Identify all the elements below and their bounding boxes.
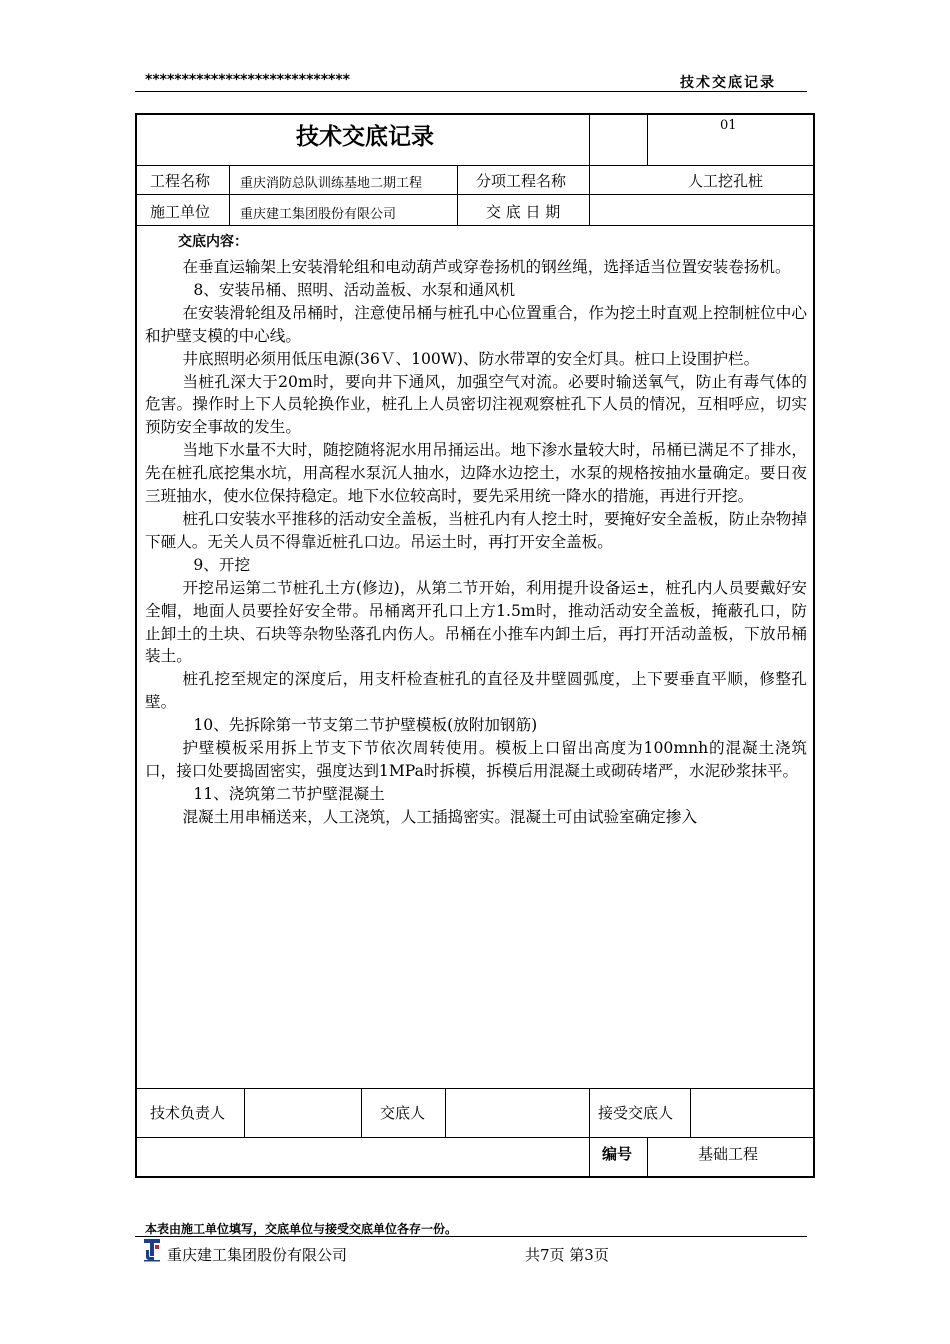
footer-note: 本表由施工单位填写，交底单位与接受交底单位各存一份。 [145, 1222, 458, 1236]
col-divider-info-a [229, 165, 230, 225]
contractor-value: 重庆建工集团股份有限公司 [240, 207, 397, 222]
discloser-label: 交底人 [380, 1104, 426, 1122]
project-name-label: 工程名称 [150, 172, 211, 190]
content-paragraph: 井底照明必须用低压电源(36Ｖ、100W)、防水带罩的安全灯具。桩口上设围护栏。 [182, 349, 760, 368]
section-heading: 11、浇筑第二节护壁混凝土 [193, 784, 385, 803]
content-paragraph: 桩孔挖至规定的深度后，用支杆检查桩孔的直径及井壁圆弧度，上下要垂直平顺，修整孔壁。 [145, 670, 807, 712]
form-title: 技术交底记录 [296, 124, 434, 150]
content-paragraph: 在垂直运输架上安装滑轮组和电动葫芦或穿卷扬机的钢丝绳，选择适当位置安装卷扬机。 [182, 258, 791, 276]
footer-company: 重庆建工集团股份有限公司 [167, 1246, 348, 1264]
header-rule [135, 91, 807, 92]
row-divider-signatures [135, 1137, 815, 1138]
col-divider-sign-d [589, 1088, 590, 1137]
content-paragraph: 当桩孔深大于20m时，要向井下通风，加强空气对流。必要时输送氧气，防止有毒气体的危害。操作时上下人员轮换作业，桩孔上人员密切注视观察桩孔下人员的情况，互相呼应，切实预防安全事故的发生。 [145, 372, 807, 437]
footer-rule [135, 1236, 807, 1237]
col-divider-sign-e [690, 1088, 691, 1137]
header-title: 技术交底记录 [680, 75, 776, 91]
col-divider-bottom-b [647, 1137, 648, 1178]
content-body [145, 256, 807, 829]
content-paragraph: 在安装滑轮组及吊桶时，注意使吊桶与桩孔中心位置重合，作为挖土时直观上控制桩位中心和护壁支模的中心线。 [145, 303, 807, 345]
content-paragraph: 当地下水量不大时，随挖随将泥水用吊捅运出。地下渗水量较大时，吊桶已满足不了排水，先在桩孔底挖集水坑，用高程水泵沉人抽水，边降水边挖土，水泵的规格按抽水量确定。要日夜三班抽水，使水位保持稳定。地下水位较高时，要先采用统一降水的措施，再进行开挖。 [145, 441, 807, 506]
receiver-label: 接受交底人 [598, 1104, 674, 1122]
row-divider-content [135, 1088, 815, 1089]
header-stars: **************************** [145, 72, 350, 88]
row-divider-contractor [135, 225, 815, 226]
company-logo-icon [143, 1238, 161, 1262]
col-divider-title-a [589, 113, 590, 225]
disclosure-date-label: 交 底 日 期 [486, 203, 561, 221]
col-divider-title-b [647, 113, 648, 165]
contractor-label: 施工单位 [150, 203, 211, 221]
content-paragraph: 护壁模板采用拆上节支下节依次周转使用。模板上口留出高度为100mnh的混凝土浇筑口，接口处要捣固密实，强度达到1MPa时拆模，拆模后用混凝土或砌砖堵严，水泥砂浆抹平。 [145, 739, 807, 780]
footer-pages: 共7页 第3页 [525, 1246, 609, 1264]
row-divider-title [135, 165, 815, 166]
col-divider-sign-b [361, 1088, 362, 1137]
content-paragraph: 桩孔口安装水平推移的活动安全盖板，当桩孔内有人挖土时，要掩好安全盖板，防止杂物掉下砸人。无关人员不得靠近桩孔口边。吊运土时，再打开安全盖板。 [145, 509, 807, 551]
section-heading: 8、安装吊桶、照明、活动盖板、水泵和通风机 [193, 280, 516, 299]
section-heading: 9、开挖 [193, 555, 251, 574]
subitem-label: 分项工程名称 [476, 172, 567, 190]
form-code: 01 [720, 118, 737, 133]
col-divider-sign-a [244, 1088, 245, 1137]
project-name-value: 重庆消防总队训练基地二期工程 [240, 176, 423, 191]
content-label: 交底内容： [178, 234, 248, 250]
section-heading: 10、先拆除第一节支第二节护壁模板(放附加钢筋) [193, 716, 538, 735]
number-value: 基础工程 [698, 1145, 759, 1163]
col-divider-sign-c [445, 1088, 446, 1137]
subitem-value: 人工挖孔桩 [688, 172, 764, 190]
number-label: 编号 [602, 1145, 633, 1163]
tech-lead-label: 技术负责人 [150, 1104, 226, 1122]
row-divider-project [135, 194, 815, 195]
content-paragraph: 开挖吊运第二节桩孔土方(修边)，从第二节开始，利用提升设备运±，桩孔内人员要戴好安全帽，地面人员要拴好安全带。吊桶离开孔口上方1.5m时，推动活动安全盖板，掩蔽孔口，防止卸土的土块、石块等杂物坠落孔内伤人。吊桶在小推车内卸土后，再打开活动盖板，下放吊桶装土。 [145, 578, 807, 666]
col-divider-bottom-a [589, 1137, 590, 1178]
col-divider-info-b [457, 165, 458, 225]
content-paragraph: 混凝土用串桶送来，人工浇筑，人工插捣密实。混凝土可由试验室确定掺入 [182, 807, 698, 826]
